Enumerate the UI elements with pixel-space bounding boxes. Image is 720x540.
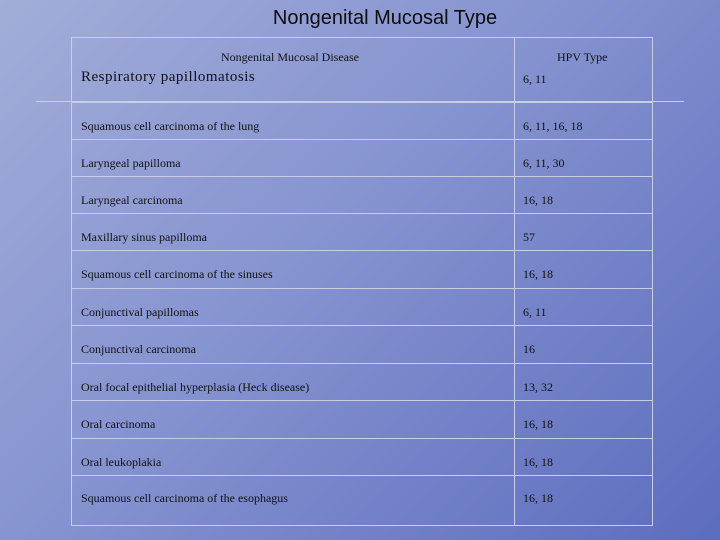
cell-disease: Squamous cell carcinoma of the lung — [81, 119, 260, 133]
table-row — [71, 438, 653, 475]
header-hpv-type: HPV Type — [557, 50, 608, 64]
table-row — [71, 64, 653, 101]
table-row — [71, 250, 653, 287]
cell-hpv: 6, 11, 30 — [523, 156, 565, 170]
table-row — [71, 363, 653, 400]
cell-hpv: 6, 11 — [523, 305, 547, 319]
header-disease: Nongenital Mucosal Disease — [221, 50, 359, 64]
cell-hpv: 16, 18 — [523, 417, 553, 431]
cell-disease: Oral focal epithelial hyperplasia (Heck disease) — [81, 380, 310, 394]
cell-disease: Oral leukoplakia — [81, 455, 162, 469]
cell-disease: Laryngeal carcinoma — [81, 193, 183, 207]
cell-disease: Maxillary sinus papilloma — [81, 230, 207, 244]
table-row — [71, 213, 653, 250]
table-row — [71, 325, 653, 362]
cell-disease: Laryngeal papilloma — [81, 156, 181, 170]
table-row — [71, 176, 653, 213]
cell-disease: Respiratory papillomatosis — [81, 69, 256, 85]
table-row — [71, 288, 653, 325]
cell-disease: Squamous cell carcinoma of the esophagus — [81, 491, 288, 505]
cell-hpv: 6, 11 — [523, 72, 547, 86]
cell-hpv: 6, 11, 16, 18 — [523, 119, 583, 133]
table-row — [71, 102, 653, 139]
cell-disease: Conjunctival papillomas — [81, 305, 199, 319]
cell-disease: Oral carcinoma — [81, 417, 156, 431]
table-row — [71, 139, 653, 176]
table-row — [71, 400, 653, 437]
cell-disease: Conjunctival carcinoma — [81, 342, 196, 356]
cell-hpv: 57 — [523, 230, 535, 244]
table-row — [71, 475, 653, 526]
cell-hpv: 16, 18 — [523, 491, 553, 505]
cell-hpv: 16, 18 — [523, 193, 553, 207]
cell-disease: Squamous cell carcinoma of the sinuses — [81, 267, 273, 281]
cell-hpv: 16, 18 — [523, 455, 553, 469]
cell-hpv: 16, 18 — [523, 267, 553, 281]
cell-hpv: 13, 32 — [523, 380, 553, 394]
cell-hpv: 16 — [523, 342, 535, 356]
slide-title: Nongenital Mucosal Type — [272, 7, 498, 29]
